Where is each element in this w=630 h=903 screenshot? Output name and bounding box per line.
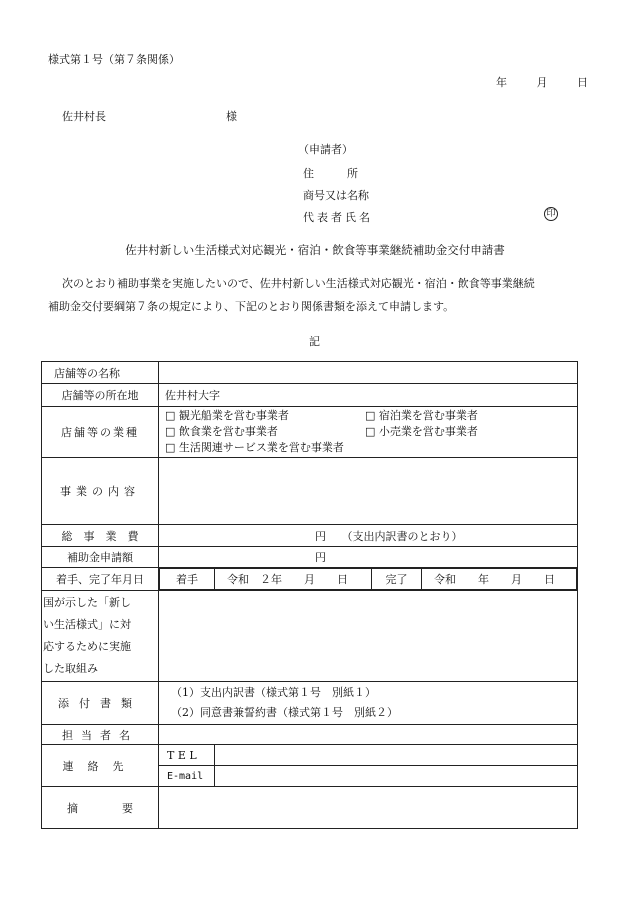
application-table [41,361,578,829]
email-field[interactable] [215,766,578,787]
attachment-item: （1）支出内訳書（様式第１号 別紙１） [171,686,376,699]
company-label: 商号又は名称 [303,189,369,202]
body-text-line-1: 次のとおり補助事業を実施したいので、佐井村新しい生活様式対応観光・宿泊・飲食等事業継続 [62,277,535,290]
total-cost-note: （支出内訳書のとおり） [341,529,463,543]
subsidy-unit: 円 [315,551,326,564]
year-label: 年 [496,76,507,89]
end-date-field[interactable]: 令和 年 月 日 [422,569,577,590]
form-number: 様式第１号（第７条関係） [48,53,180,66]
body-text-line-2: 補助金交付要綱第７条の規定により、下記のとおり関係書類を添えて申請します。 [48,300,455,313]
store-location-field[interactable]: 佐井村大字 [159,384,578,407]
store-type-options [159,407,578,458]
document-title: 佐井村新しい生活様式対応観光・宿泊・飲食等事業継続補助金交付申請書 [125,243,505,257]
representative-label: 代表者氏名 [303,211,373,224]
subsidy-label: 補助金申請額 [42,547,159,568]
checkbox-restaurant[interactable]: □ 飲食業を営む事業者 [165,425,278,438]
store-type-label: 店舗等の業種 [42,407,159,458]
business-content-field[interactable] [159,458,578,525]
business-content-label: 事業の内容 [42,458,159,525]
start-date-field[interactable]: 令和 ２年 月 日 [215,569,372,590]
applicant-heading: （申請者） [298,143,353,156]
checkbox-tourist-boat[interactable]: □ 観光船業を営む事業者 [165,409,289,422]
total-cost-field[interactable] [159,525,578,547]
initiative-label: 国が示した「新し い生活様式」に対 応するために実施 した取組み [42,591,159,682]
attachments-label: 添付書類 [42,682,159,725]
attachment-item: （2）同意書兼誓約書（様式第１号 別紙２） [171,706,398,719]
month-label: 月 [536,76,548,89]
person-field[interactable] [159,725,578,745]
honorific: 様 [226,110,237,123]
person-label: 担当者名 [42,725,159,745]
seal-mark: 印 [544,207,558,221]
contact-label: 連絡先 [42,745,159,787]
address-label: 住 所 [303,167,358,180]
checkbox-retail[interactable]: □ 小売業を営む事業者 [365,425,478,438]
remarks-field[interactable] [159,787,578,829]
checkbox-life-service[interactable]: □ 生活関連サービス業を営む事業者 [165,441,344,454]
total-cost-label: 総 事 業 費 [42,525,159,547]
remarks-label: 摘 要 [42,787,159,829]
store-location-label: 店舗等の所在地 [42,384,159,407]
start-label: 着手 [160,569,215,590]
store-name-label: 店舗等の名称 [42,362,159,384]
checkbox-lodging[interactable]: □ 宿泊業を営む事業者 [365,409,478,422]
day-label: 日 [577,76,588,89]
subsidy-field[interactable] [159,547,578,568]
ki-label: 記 [309,335,320,348]
tel-label: T E L [159,745,215,766]
email-label: E-mail [159,766,215,787]
attachments-list [159,682,578,725]
schedule-label: 着手、完了年月日 [42,568,159,591]
store-name-field[interactable] [159,362,578,384]
initiative-field[interactable] [159,591,578,682]
end-label: 完了 [372,569,422,590]
date-line [496,74,588,90]
total-cost-unit: 円 [315,529,326,543]
addressee: 佐井村長 [62,110,106,123]
tel-field[interactable] [215,745,578,766]
